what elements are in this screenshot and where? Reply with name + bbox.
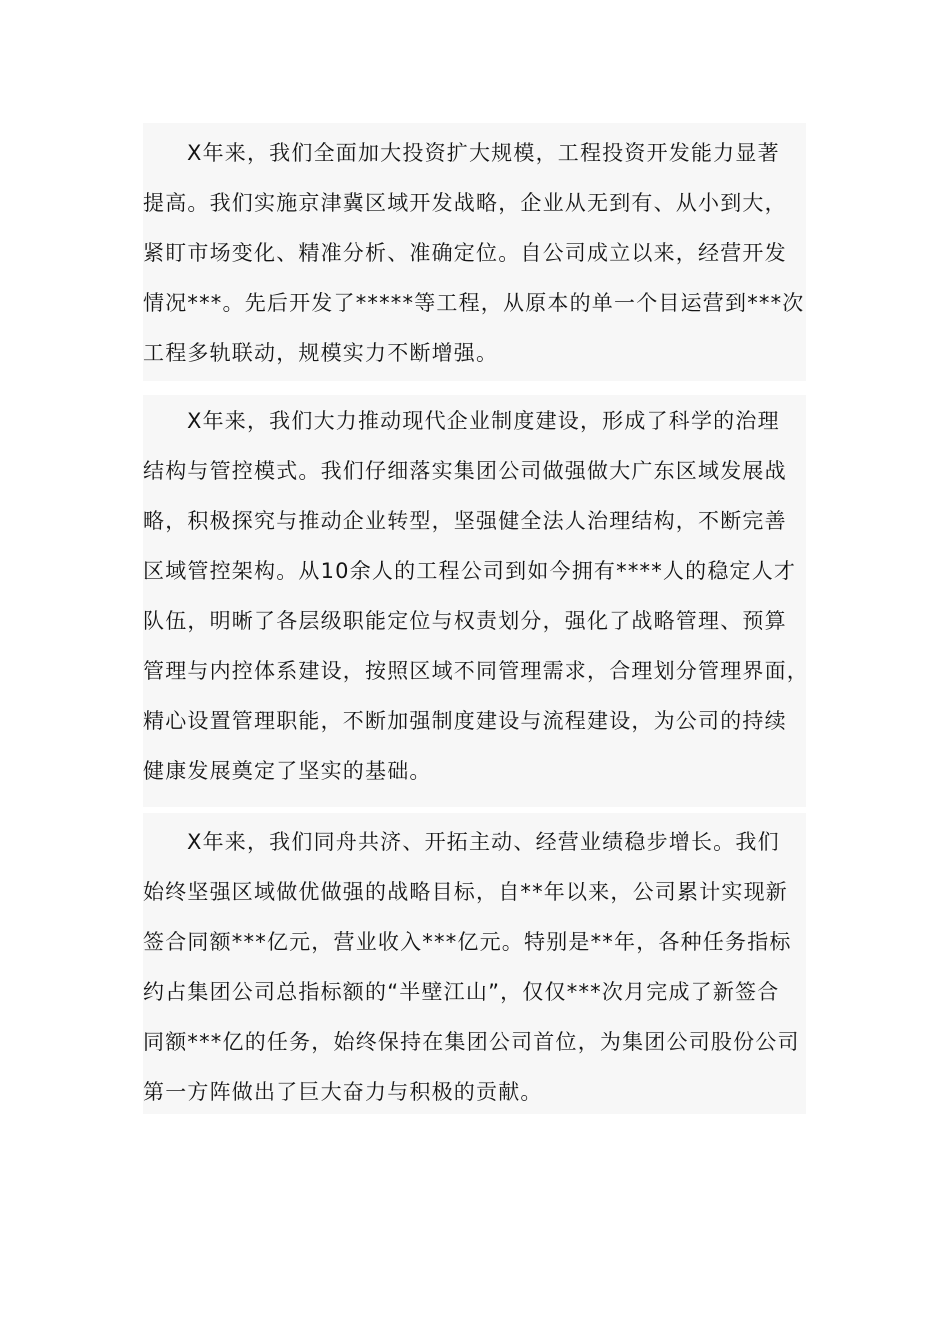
text-line: 始终坚强区域做优做强的战略目标，自**年以来，公司累计实现新 bbox=[143, 880, 788, 904]
text-line: X年来，我们大力推动现代企业制度建设，形成了科学的治理 bbox=[187, 409, 780, 433]
text-line: 队伍，明晰了各层级职能定位与权责划分，强化了战略管理、预算 bbox=[143, 609, 787, 633]
paragraph-3 bbox=[143, 817, 813, 1117]
text-line: 第一方阵做出了巨大奋力与积极的贡献。 bbox=[143, 1080, 543, 1104]
text-line: 管理与内控体系建设，按照区域不同管理需求，合理划分管理界面， bbox=[143, 659, 809, 683]
text-line: 精心设置管理职能，不断加强制度建设与流程建设，为公司的持续 bbox=[143, 709, 787, 733]
text-line: 区域管控架构。从10余人的工程公司到如今拥有****人的稳定人才 bbox=[143, 559, 797, 583]
text-line: 结构与管控模式。我们仔细落实集团公司做强做大广东区域发展战 bbox=[143, 459, 787, 483]
text-line: 情况***。先后开发了*****等工程，从原本的单一个目运营到***次 bbox=[143, 291, 805, 315]
text-line: 工程多轨联动，规模实力不断增强。 bbox=[143, 341, 499, 365]
text-line: 健康发展奠定了坚实的基础。 bbox=[143, 759, 432, 783]
text-line: X年来，我们同舟共济、开拓主动、经营业绩稳步增长。我们 bbox=[187, 830, 780, 854]
text-line: 紧盯市场变化、精准分析、准确定位。自公司成立以来，经营开发 bbox=[143, 241, 787, 265]
paragraph-2 bbox=[143, 396, 813, 796]
text-line: 略，积极探究与推动企业转型，坚强健全法人治理结构，不断完善 bbox=[143, 509, 787, 533]
text-line: 提高。我们实施京津冀区域开发战略，企业从无到有、从小到大， bbox=[143, 191, 787, 215]
text-line: 签合同额***亿元，营业收入***亿元。特别是**年，各种任务指标 bbox=[143, 930, 792, 954]
paragraph-1 bbox=[143, 128, 813, 378]
text-line: 约占集团公司总指标额的“半壁江山”，仅仅***次月完成了新签合 bbox=[143, 980, 780, 1004]
text-line: 同额***亿的任务，始终保持在集团公司首位，为集团公司股份公司 bbox=[143, 1030, 800, 1054]
text-line: X年来，我们全面加大投资扩大规模，工程投资开发能力显著 bbox=[187, 141, 780, 165]
